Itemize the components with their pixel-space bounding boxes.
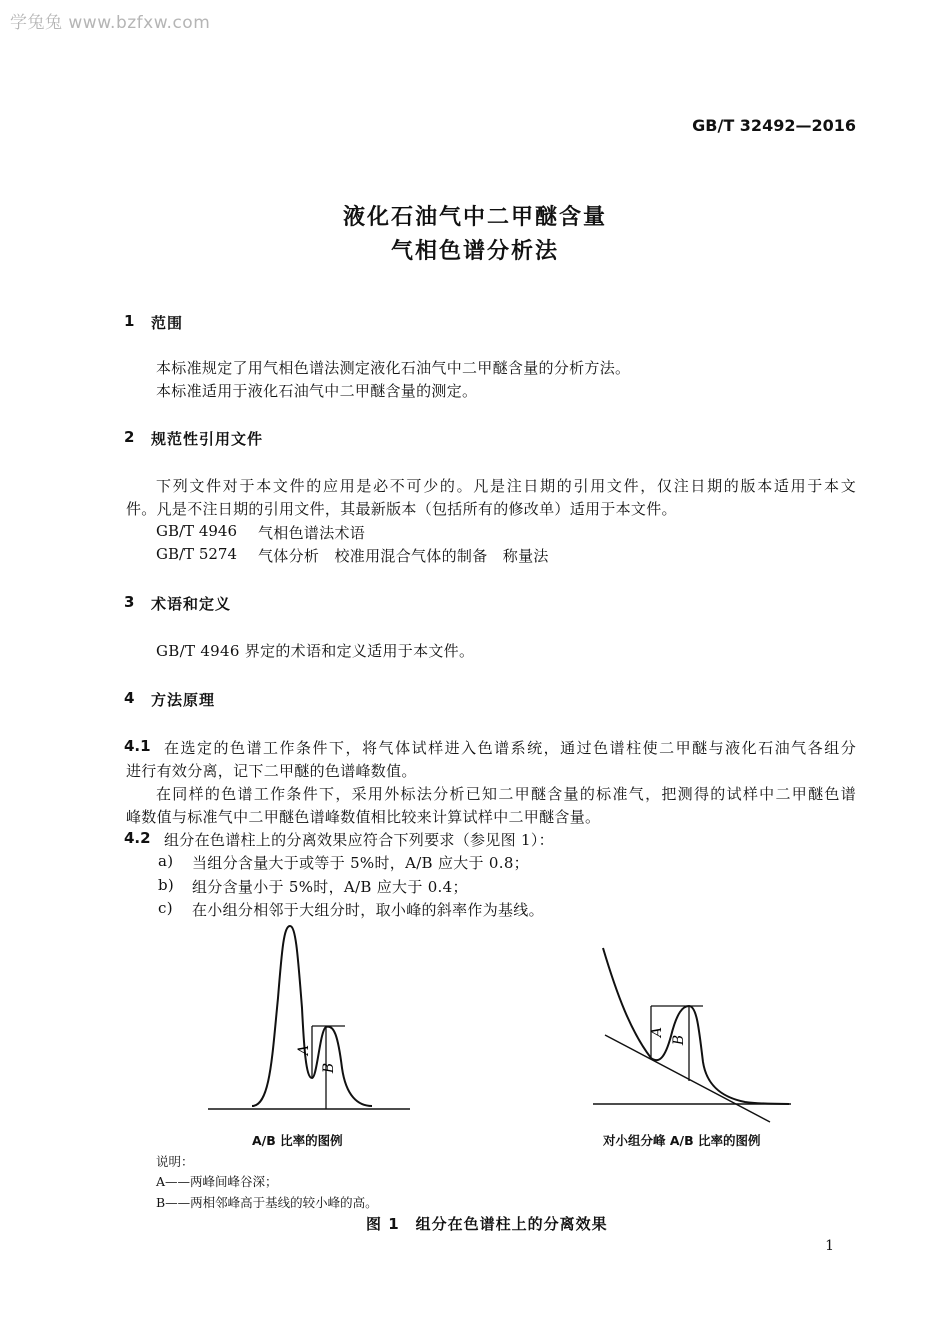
label-b: B [321, 1062, 337, 1074]
section-2-title: 规范性引用文件 [151, 430, 264, 448]
label-b: B [671, 1034, 687, 1046]
standard-code: GB/T 32492—2016 [692, 116, 856, 135]
title-line-1: 液化石油气中二甲醚含量 [342, 205, 607, 230]
section-2-number: 2 [124, 428, 135, 446]
clause-4-1-paragraph-2-line-2: 峰数值与标准气中二甲醚色谱峰数值相比较来计算试样中二甲醚含量。 [126, 808, 601, 826]
section-4-title: 方法原理 [151, 691, 216, 709]
section-3-paragraph: GB/T 4946 界定的术语和定义适用于本文件。 [156, 642, 475, 660]
reference-title: 气体分析 校准用混合气体的制备 称量法 [258, 547, 549, 565]
reference-title: 气相色谱法术语 [258, 524, 366, 542]
list-item-label: c) [158, 899, 173, 917]
left-chromatogram-figure [200, 918, 415, 1118]
clause-4-1-paragraph-2-line-1: 在同样的色谱工作条件下，采用外标法分析已知二甲醚含量的标准气，把测得的试样中二甲醚色谱 [156, 785, 856, 803]
section-1-paragraph-2: 本标准适用于液化石油气中二甲醚含量的测定。 [156, 382, 478, 400]
section-4-number: 4 [124, 689, 135, 707]
tangent-baseline-line [605, 1035, 770, 1122]
list-item-text: 组分含量小于 5%时，A/B 应大于 0.4； [192, 878, 468, 896]
section-1-title: 范围 [151, 314, 184, 332]
reference-code: GB/T 4946 [156, 522, 238, 540]
section-1-paragraph-1: 本标准规定了用气相色谱法测定液化石油气中二甲醚含量的分析方法。 [156, 359, 631, 377]
list-item-text: 当组分含量大于或等于 5%时，A/B 应大于 0.8； [192, 854, 529, 872]
clause-4-2-number: 4.2 [124, 829, 151, 847]
left-figure-caption: A/B 比率的图例 [252, 1133, 343, 1148]
section-3-number: 3 [124, 593, 135, 611]
list-item-label: a) [158, 852, 174, 870]
section-1-number: 1 [124, 312, 135, 330]
legend-a: A——两峰间峰谷深； [156, 1174, 278, 1189]
legend-b: B——两相邻峰高于基线的较小峰的高。 [156, 1195, 378, 1210]
title-line-2: 气相色谱分析法 [390, 239, 559, 264]
section-3-title: 术语和定义 [151, 595, 232, 613]
figure-title: 图 1 组分在色谱柱上的分离效果 [366, 1215, 608, 1233]
right-chromatogram-figure [585, 940, 800, 1130]
list-item-text: 在小组分相邻于大组分时，取小峰的斜率作为基线。 [192, 901, 544, 919]
right-figure-caption: 对小组分峰 A/B 比率的图例 [603, 1133, 761, 1148]
clause-4-1-line-2: 进行有效分离，记下二甲醚的色谱峰数值。 [126, 762, 417, 780]
clause-4-1-number: 4.1 [124, 737, 151, 755]
label-a: A [649, 1026, 665, 1038]
label-a: A [296, 1044, 312, 1056]
chromatogram-curve [252, 926, 372, 1106]
list-item-label: b) [158, 876, 175, 894]
section-2-paragraph-line-1: 下列文件对于本文件的应用是必不可少的。凡是注日期的引用文件，仅注日期的版本适用于本文 [156, 477, 856, 495]
clause-4-2-text: 组分在色谱柱上的分离效果应符合下列要求（参见图 1）： [164, 831, 554, 849]
section-2-paragraph-line-2: 件。凡是不注日期的引用文件，其最新版本（包括所有的修改单）适用于本文件。 [126, 500, 677, 518]
chromatogram-curve [603, 948, 789, 1104]
page-number: 1 [825, 1238, 834, 1254]
watermark: 学兔兔 www.bzfxw.com [10, 13, 211, 33]
legend-title: 说明： [156, 1154, 194, 1169]
clause-4-1-line-1: 在选定的色谱工作条件下，将气体试样进入色谱系统，通过色谱柱使二甲醚与液化石油气各组分 [164, 739, 856, 757]
reference-code: GB/T 5274 [156, 545, 238, 563]
